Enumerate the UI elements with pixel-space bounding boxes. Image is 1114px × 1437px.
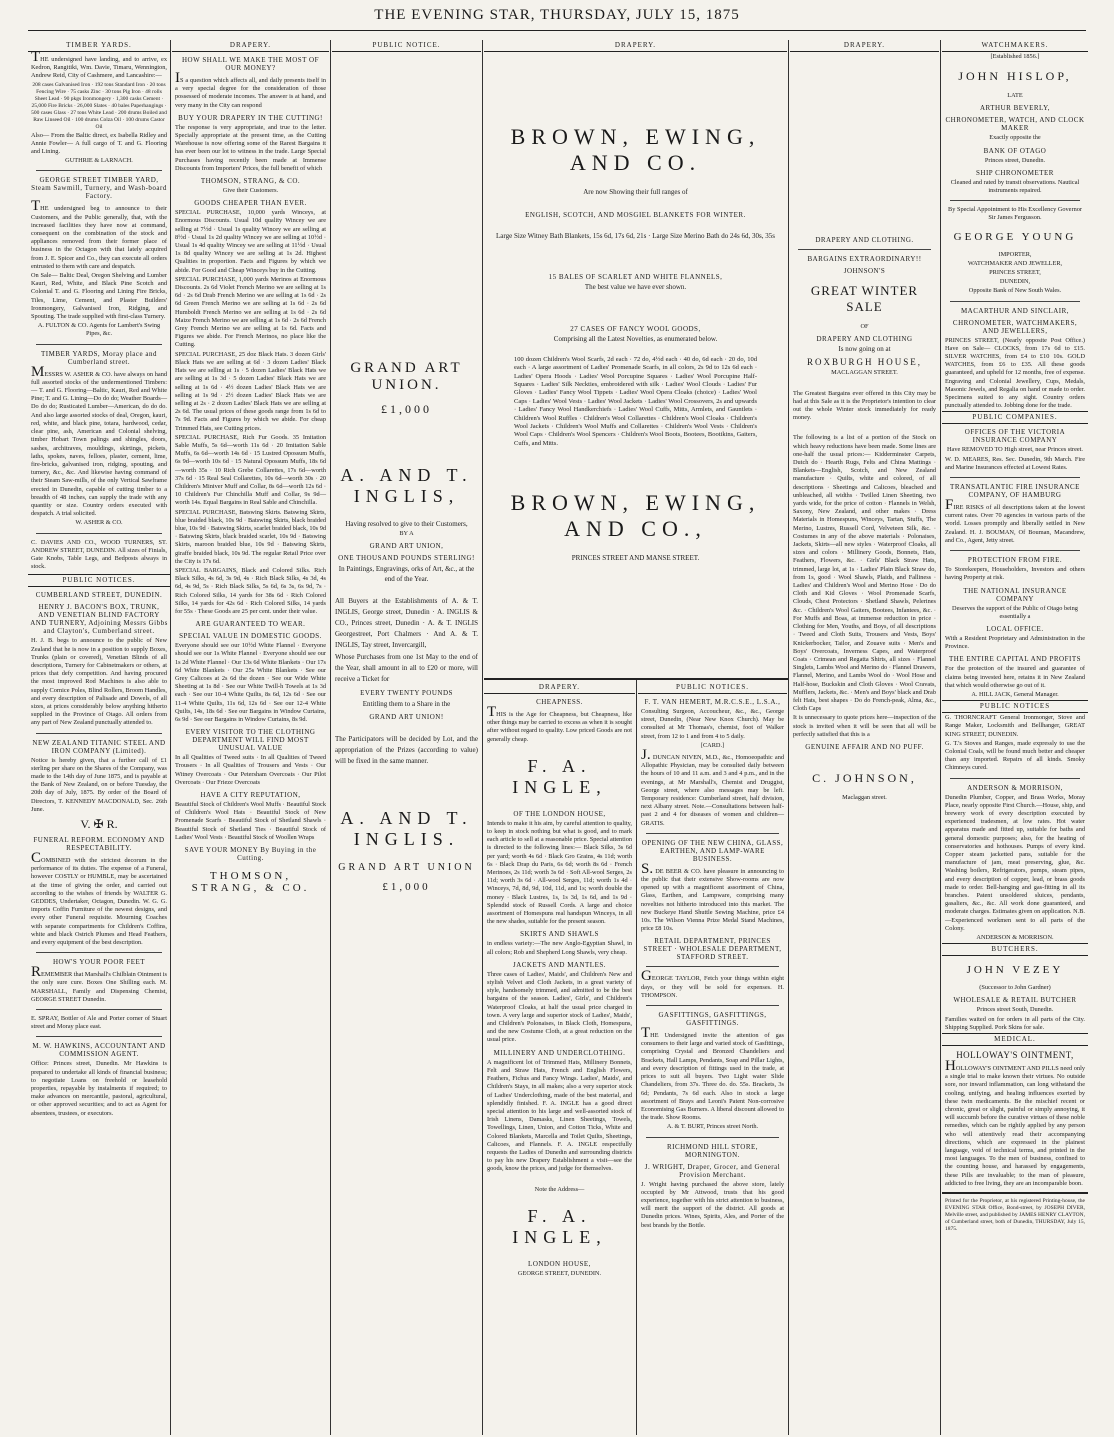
firm-name: BROWN, EWING, AND CO. [510, 124, 761, 175]
article-text: Consulting Surgeon, Accoucheur, &c., &c., George street, Dunedin, (Near New Knox Church). May be consulted at Mr Thomas's, chemist, foot of Walker street, from 12 to 1 and from 4 to 5 daily. [641, 708, 784, 740]
article-heading: BUY YOUR DRAPERY IN THE CUTTING! [178, 113, 323, 122]
article-text: In Paintings, Engravings, orks of Art, &c., at the end of the Year. [338, 565, 475, 584]
article-text: SPECIAL BARGAINS, Black and Colored Silks. Rich Black Silks, 4s 6d, 3s 9d, 4s · Rich Black Silks, 4s 3d, 4s 6d, 4s 9d, 5s · Rich Black Silks, 5s 6d, 6s 3s, 6s 9d, 7s · Rich Colored Silks, 14 yards for 38s 6d · Rich Colored Silks, 14 yards for 42s 6d · Rich Colored Silks, 14 yards for 55s · These Goods are 25 per cent. under their value. [175, 566, 326, 615]
article-text: H. J. B. begs to announce to the public of New Zealand that he is now in a position to supply Boxes, Trunks (plain or covered), Venetian Blinds of all descriptions, Turnery for Cabinetmakers or others, at prices that defy competition. And having procured the most improved Rod Machines is also able to supply Cornice Poles, Blind Rollers, Broom Handles, and every description of Palisade and Dowels, of all sizes, at prices considerably below anything hitherto supplied in the Province of Otago. All orders from any part of New Zealand punctually attended to. [31, 637, 167, 727]
article-heading: F. T. VAN HEMERT, M.R.C.S.E., L.S.A., [644, 698, 781, 706]
article-text: [CARD.] [700, 741, 725, 749]
article-text: COMBINED with the strictest decorum in the performance of its duties. The expense of a Funeral, however COSTLY or HUMBLE, may be ascertained at the time of giving the order, and carried out according to the wishes of friends by WALTER G. GEDDES, Undertaker, Octagon, Dunedin. W. G. G. imports Coffin Furniture of the newest designs, and every other Funeral requisite. Mourning Coaches with separate compartments for Children's Coffins, white and black Ostrich Plumes and Head Feathers, and every equipment of the best description. [31, 850, 167, 947]
article-text: PRINCES STREET, [989, 269, 1041, 277]
masthead [0, 0, 1114, 40]
article-text: Comprising all the Latest Novelties, as enumerated below. [553, 334, 718, 343]
section-head: PUBLIC NOTICES. [28, 574, 170, 587]
article-text: SPECIAL PURCHASE, 10,000 yards Winceys, at Enormous Discounts. Usual 10d quality Wincey we are selling at 7½d · Usual 1s quality Wincey we are selling at 8½d · Usual 1s 2d quality Wincey we are selling at 10½d · Usual 1s 4d quality Wincey we are selling at 11½d · Usual 1s 8d quality Wincey we are selling at 1s 2d. Highest Qualities in proportion. Facts and Figures by which we abide. For Good and Cheap Winceys buy in the Cutting. [175, 209, 326, 274]
article-heading: EVERY VISITOR TO THE CLOTHING DEPARTMENT WILL FIND MOST UNUSUAL VALUE [185, 728, 316, 753]
article-text: Exactly opposite the [989, 134, 1041, 142]
section-head: PUBLIC NOTICES. [638, 682, 787, 694]
article-text: GEORGE TAYLOR, Fetch your things within eight days, or they will be sold for expenses. H. THOMPSON. [641, 968, 784, 999]
article-text: The Greatest Bargains ever offered in this City may be had at this Sale as it is the Proprietor's intention to clear out the whole Winter stock immediately for ready money. [793, 389, 936, 422]
address: Princes street South, Dunedin. [976, 1006, 1054, 1014]
article-text: S. DE BEER & CO. have pleasure in announcing to the public that their extensive Show-rooms are now opened up with a magnificent assortment of China, Glass, Earthen, and Lampware, comprising many novelties not hitherto introduced into this market. The new Buckeye Hand Shuttle Sewing Machine, price £4 10s. The Wilson Vienna Prize Medal Stand Machines, price £8 10s. [641, 860, 784, 933]
article-text: PRINCES STREET, (Nearly opposite Post Office.) Have on Sale— CLOCKS, from 17s 6d to £15. SILVER WATCHES, from £4 to £10 10s. GOLD WATCHES, from £6 to £35. All these goods guaranteed, and upheld for 12 months, free of expense. Engraving and Colonial Jewellery, Cups, Medals, Masonic Jewels, and Regalia on hand or made to order. Specimens suited to any sight. Country orders punctually attended to. Jobbing done for the trade. [945, 336, 1085, 410]
address: Princes street, Dunedin. [984, 156, 1046, 164]
article-text: J. DUNCAN NIVEN, M.D., &c., Homoeopathic and Allopathic Physician, may be consulted daily between the hours of 10 and 11 a.m. and 3 and 4 p.m., and in the evenings, at Mr Marshall's, Chemist and Druggist, George street, where also messages may be left. Temporary residence: Cumberland street, half division, next Albany street. Note.—Consultations between half-past 2 and 4 for diseases of women and children—GRATIS. [641, 747, 784, 827]
article-text: Deserves the support of the Public of Otago being essentially a [952, 604, 1078, 620]
article-heading: HOW'S YOUR POOR FEET [52, 958, 146, 967]
article-text: DUNEDIN, [999, 278, 1031, 286]
article-heading: HENRY J. BACON'S BOX, TRUNK, AND VENETIAN BLIND FACTORY AND TURNERY, Adjoining Messrs Gibbs and Clayton's, Cumberland street. [30, 603, 168, 636]
firm-name: A. AND T. INGLIS, [340, 465, 473, 506]
section-head: DRAPERY. [484, 40, 787, 52]
article-heading: ANDERSON & MORRISON, [967, 783, 1063, 792]
article-text: Whose Purchases from one 1st May to the end of the Year, shall amount in all to £20 or more, will receive a Ticket for [335, 653, 478, 684]
article-heading: FUNERAL REFORM. ECONOMY AND RESPECTABILITY. [33, 836, 165, 852]
signature: A. FULTON & CO. Agents for Lambert's Swing Pipes, &c. [37, 322, 161, 338]
article-text: Entitling them to a Share in the [362, 700, 451, 709]
column-watchmakers [942, 40, 1088, 1430]
article-text: To Storekeepers, Householders, Investors and others having Property at risk. [945, 566, 1085, 582]
article-heading: GEORGE STREET TIMBER YARD, Steam Sawmill, Turnery, and Wash-board Factory. [31, 176, 167, 201]
article-heading: BANK OF OTAGO [983, 146, 1047, 155]
article-text: IS a question which affects all, and daily presents itself in a very special degree for the consideration of those possessed of moderate incomes. The answer is at hand, and very many in the City can respond [175, 70, 326, 109]
article-text: C. DAVIES AND CO., WOOD TURNERS, ST. ANDREW STREET, DUNEDIN. All sizes of Finials, Gate Knobs, Table Legs, and Bedposts always in stock. [31, 538, 167, 571]
section-head: DRAPERY. [484, 682, 635, 694]
article-heading: SHIP CHRONOMETER [976, 168, 1054, 177]
article-text: Having resolved to give to their Customers, [345, 520, 468, 528]
column-brown-ewing [484, 40, 787, 716]
article-text: W. D. MEARES, Res. Sec. Dunedin, 9th March. Fire and Marine Insurances effected at Lowest Rates. [945, 455, 1085, 471]
article-text: SPECIAL PURCHASE, 1,000 yards Merinos at Enormous Discounts. 2s 6d Violet French Merino we are selling at 1s 6d · 2s 6d Drab French Merino we are selling at 1s 6d · 2s 6d Green French Merino we are selling at 1s 6d · 2s 6d Humboldt French Merino we are selling at 1s 6d · 2s 6d Maize French Merino we are selling at 1s 6d · 2s 6d French Grey French Merino we are selling at 1s 6d. Facts and Figures we abide. For French Merinos, no place like the Cutting. [175, 275, 326, 349]
column-divider [330, 40, 331, 1435]
article-text: Note the Address— [534, 1185, 585, 1193]
article-heading: PROTECTION FROM FIRE. [967, 556, 1063, 565]
article-text: Also— From the Baltic direct, ex Isabella Ridley and Annie Fowler— A full cargo of T. and G. Flooring and Lining. [31, 131, 167, 156]
imprint: Printed for the Proprietor, at his registered Printing-house, the EVENING STAR Office, Bond-street, by JOSEPH DIVER, Melville street, and published by JAMES HENRY CLAYTON, of Cumberland street, both of Dunedin, THURSDAY, July 15, 1875. [945, 1198, 1085, 1233]
article-text: By Special Appointment to His Excellency Governor Sir James Fergusson. [948, 206, 1082, 222]
article-heading: HOW SHALL WE MAKE THE MOST OF OUR MONEY? [181, 56, 319, 72]
article-text: HOLLOWAY'S OINTMENT AND PILLS need only a single trial to make known their virtues. No outside sore, nor inward inflammation, can long withstand the cooling, unifying, and healing influences exerted by these twin medicaments. Be the mischief recent or chronic, great or slight, painful or simply annoying, it will succumb before the curative virtues of these noble remedies, which can be rightly applied by any person who will attentively read their accompanying directions, which are expressed in the plainest language, void of technical terms, and printed in the most languages. To the men of business, confined to the counting house, and harassed by engagements, these Pills are invaluable; to the man of pleasure, addicted to free living, they are an incomparable boon. [945, 1058, 1085, 1187]
article-heading: JOHNSON'S [843, 267, 886, 275]
firm-name: THOMSON, STRANG, & CO. [200, 177, 301, 186]
section-head: BUTCHERS. [942, 943, 1088, 956]
article-heading: DRAPERY AND CLOTHING [816, 335, 913, 344]
article-text: IMPORTER, [998, 250, 1032, 258]
article-heading: SAVE YOUR MONEY By Buying in the Cutting. [184, 846, 317, 863]
article-text: The response is very appropriate, and true to the letter. Specially appropriate at the present time, as the Cutting Warehouse is now offering some of the Rarest Bargains it has ever been our lot to witness in the trade. Large Special Purchases having recently been made at Immense Discounts from Importers' Prices, the full benefit of which [175, 123, 326, 172]
section-head: MEDICAL. [942, 1033, 1088, 1046]
article-heading: THE ENTIRE CAPITAL AND PROFITS [948, 655, 1081, 664]
article-heading: HAVE A CITY REPUTATION, [200, 791, 301, 800]
article-heading: RICHMOND HILL STORE, MORNINGTON. [666, 1142, 759, 1159]
signature: A. HILL JACK, General Manager. [971, 690, 1059, 698]
article-heading: LONDON HOUSE, [528, 1259, 591, 1268]
section-head: TIMBER YARDS. [28, 40, 170, 52]
article-text: THE Undersigned invite the attention of gas consumers to their large and varied stock of Gasfittings, comprising Crystal and Bronzed Chandeliers and Brackets, Hall Lamps, Pendants, Soap and Pillar Lights, and every description of fittings used in the trade, at prices to suit all buyers. Two Light water Slide Chandeliers, from 37s. Three do. do. 55s. Brackets, 3s 6d; Pendants, 7s 6d each. Also in stock a large assortment of Brays and Leoni's Patent Non-corrosive Economising Gas Burners. A liberal discount allowed to the trade. Show Rooms. [641, 1025, 784, 1122]
article-list: 100 dozen Children's Wool Scarfs, 2d each · 72 do, 4½d each · 40 do, 6d each · 20 do, 10d each · A large assortment of Ladies' Promenade Scarfs, in all colors, 2s 9d to 12s 6d each · Ladies' Opera Hoods · Ladies' Wool Porcupine Squares · Ladies' Wool Porcupine Half-Squares · Ladies' Silk Neckties, embroidered with silk · Ladies' Wool Clouds · Ladies' Fur Gloves · Ladies' Fancy Wool Tippets · Ladies' Wool Opera Cloaks (choice) · Ladies' Wool Caps · Ladies' Wool Vests · Ladies' Wool Jackets · Ladies' Wool Crossovers, 2s and upwards · Ladies' Fancy Wool Handkerchiefs · Ladies' Wool Cuffs, Mitts, Armlets, and Gauntlets · Children's Wool Ruffles · Children's Wool Collarettes · Children's Wool Cloaks · Children's Wool Jackets · Children's Wool Muffs and Collarettes · Children's Wool Vests · Children's Wool Caps · Children's Wool Spencers · Children's Wool Boots, Bootees, Bootikins, Gaiters, Cuffs, and Mitts. [514, 355, 757, 447]
article-text: G. THORNCRAFT General Ironmonger, Stove and Range Maker, Locksmith and Bellhanger, GREAT KING STREET, DUNEDIN. [945, 714, 1085, 738]
headline: GREAT WINTER SALE [810, 283, 919, 314]
article-text: FIRE RISKS of all descriptions taken at the lowest current rates. Over 70 agencies in various parts of the world. Losses promptly and liberally settled in New Zealand. H. J. BOUMAN, Of Bouman, Macandrew, and Co., Agent, Jetty street. [945, 497, 1085, 544]
article-text: REMEMBER that Marshall's Chilblain Ointment is the only sure cure. Boxes One Shilling each. M. MARSHALL, Family and Dispensing Chemist, GEORGE STREET Dunedin. [31, 964, 167, 1003]
firm-name: JOHN HISLOP, [958, 69, 1072, 84]
article-text: It is unnecessary to quote prices here—inspection of the stock is invited when it will be seen that all will be perfectly satisfied that this is a [793, 714, 936, 738]
article-heading: M. W. HAWKINS, ACCOUNTANT AND COMMISSION AGENT. [32, 1042, 166, 1059]
column-drapery-cutting [172, 40, 329, 1430]
article-heading: MACARTHUR AND SINCLAIR, [960, 306, 1070, 315]
article-text: THIS is the Age for Cheapness, but Cheapness, like other things may be carried to excess as when it is sought after without regard to quality. Low priced Goods are not generally cheap. [487, 704, 632, 743]
article-heading: NEW ZEALAND TITANIC STEEL AND IRON COMPANY (Limited). [32, 738, 166, 755]
firm-name: C. JOHNSON, [812, 770, 917, 785]
firm-name: THOMSON, STRANG, & CO. [191, 870, 310, 895]
address: Opposite Bank of New South Wales. [968, 287, 1062, 295]
article-heading: TRANSATLANTIC FIRE INSURANCE COMPANY, OF HAMBURG [950, 483, 1080, 500]
article-text: For the protection of the insured and guarantee of claims being invested here, retains it in New Zealand that which would otherwise go out of it. [945, 665, 1085, 689]
headline: GRAND ART UNION. [350, 360, 463, 393]
article-heading: J. WRIGHT, Draper, Grocer, and General Provision Merchant. [644, 1162, 781, 1179]
article-heading: ENGLISH, SCOTCH, AND MOSGIEL BLANKETS FOR WINTER. [525, 211, 746, 220]
royal-crest-icon: V. ✠ R. [80, 817, 118, 831]
column-divider [482, 40, 483, 1435]
article-text: (Successor to John Gardner) [979, 984, 1051, 992]
article-text: Families waited on for orders in all parts of the City. Shipping Supplied. Pork Skins for sale. [945, 1015, 1085, 1031]
article-text: THE undersigned have landing, and to arrive, ex Kedron, Rangitiki, Wm. Davie, Timaru, Wennington, Andrew Reid, City of Cashmere, and Lancashire:— [31, 49, 167, 80]
article-text: Dunedin Plumber, Copper, and Brass Works, Moray Place, nearly opposite First Church.—House, ship, and brewery work of every description executed by experienced tradesmen, at low rates. Hot water apparatus made and fitted up, suitable for baths and general domestic purposes; also, for the heating of conservatories and hothouses. Pumps of every kind. Copper steam jacketted pans, suitable for the manufacture of jam, meat preserving, glue, &c. Washing boilers, Refrigerators, pumps, steam pipes, and every description of copper, lead, or brass goods made to order. Bell-hanging and gas-fitting in all its branches. Patent unsoldered sluices, pendants, gasaliers, &c., &c. All work done guaranteed, and moderate charges. Estimates given on application. N.B.—Experienced workmen sent to all parts of the Colony. [945, 793, 1085, 932]
article-heading: BARGAINS EXTRAORDINARY!! [807, 255, 922, 263]
article-text: E. SPRAY, Bottler of Ale and Porter corner of Stuart street and Moray place east. [31, 1015, 167, 1031]
article-heading: CHRONOMETER, WATCH, AND CLOCK MAKER [945, 116, 1085, 133]
section-head: DRAPERY. [172, 40, 329, 52]
article-text: SPECIAL PURCHASE, Batswing Skirts. Batswing Skirts, blue braided black, 10s 9d · Batswing Skirts, black braided blue, 10s 9d · Batswing Skirts, scarlet braided black, 10s 9d · Batswing Skirts, black braided scarlet, 10s 9d · Batswing Skirts, maroon braided blue, 10s 9d · Batswing Skirts, giraffe braided black, 10s 9d. The regular Retail Price over the City is 17s 6d. [175, 508, 326, 565]
article-heading: CHRONOMETER, WATCHMAKERS, AND JEWELLERS, [952, 318, 1078, 335]
article-heading: OF THE LONDON HOUSE, [513, 809, 606, 818]
signature: A. & T. BURT, Princes street North. [666, 1123, 759, 1131]
signature: GUTHRIE & LARNACH. [65, 157, 133, 165]
headline: GRAND ART UNION [338, 862, 475, 874]
article-heading: GOODS CHEAPER THAN EVER. [194, 199, 307, 208]
article-heading: GRAND ART UNION, [369, 542, 444, 551]
article-heading: EVERY TWENTY POUNDS [360, 689, 453, 698]
article-heading: OFFICES OF THE VICTORIA INSURANCE COMPANY [964, 428, 1066, 445]
article-heading: ROXBURGH HOUSE, [806, 357, 922, 368]
article-text: MESSRS W. ASHER & CO. have always on hand full assorted stocks of the undermentioned Timbers:— T. and G. Flooring—Baltic, Kauri, Red and White Pine; T. and G. Lining—Do do do; Weather Boards—Do do do; Rusticated Lumber—American, do do do. And also large assorted stocks of deal, Oregon, kauri, red, white, and black pine, totara, hardwood, cedar, clear pine, ash, American and Colonial shelving, timber Hobart Town palings and shingles, doors, sashes, architraves, mouldings, skirtings, pickets, laths, spokes, naves, felloes, plaster, cement, lime, fire-bricks, galvanised iron, ridging, spouting, and turnery, &c., &c. And likewise having command of their Steam Saw-mills, of the only Vertical Sawframe erected in Dunedin, capable of cutting timber to a breadth of 48 inches, can supply the trade with any quantity or size. Country orders executed with despatch. A trial solicited. [31, 363, 167, 518]
address: Maclaggan street. [842, 793, 887, 801]
article-text: Notice is hereby given, that a further call of £1 sterling per share on the Shares of the Company, was made to the 14th day of June 1875, and is payable at the Bank of New Zealand, on or before Tuesday, the 20th day of July, 1875. By order of the Board of Directors, T. KENNEDY MACDONALD, Sec. 26th June. [31, 756, 167, 813]
article-text: WATCHMAKER AND JEWELLER, [967, 259, 1063, 267]
firm-name: F. A. INGLE, [512, 1205, 607, 1247]
article-text: OF [860, 323, 869, 330]
section-head: PUBLIC COMPANIES. [942, 411, 1088, 424]
masthead-rule [28, 30, 1086, 31]
signature: W. ASHER & CO. [75, 519, 123, 527]
article-text: On Sale— Baltic Deal, Oregon Shelving and Lumber Kauri, Red, White, and Black Pine Scotch and Colonial T. and G. Flooring and Lining Fire Bricks, Tiles, Lime, Cement, and Plaster Builders' Ironmongery, Galvanised Iron, Ridging, and Spouting. The trade supplied with first-class Turnery. [31, 272, 167, 321]
firm-name: GEORGE YOUNG [953, 230, 1077, 243]
article-heading: GASFITTINGS, GASFITTINGS, GASFITTINGS. [658, 1011, 767, 1028]
article-heading: GRAND ART UNION! [369, 713, 444, 722]
article-text: SPECIAL PURCHASE, 25 doz Black Hats. 3 dozen Girls' Black Hats we are selling at 6d · 3 dozen Ladies' Black Hats we are selling at 1s · 5 dozen Ladies' Black Hats we are selling at 1s 3d · 5 dozen Ladies' Black Hats we are selling at 1s 6d · 4½ dozen Ladies' Black Hats we are selling at 1s 9d · 2½ dozen Ladies' Black Hats we are selling at 2s · 2 dozen Ladies' Black Hats we are selling at 2s 6d. The usual prices of these goods range from 1s 6d to 7s 9d. Facts and Figures by which we abide. For cheap Trimmed Hats, see Cutting prices. [175, 350, 326, 432]
article-heading: GENUINE AFFAIR AND NO PUFF. [805, 742, 924, 751]
article-text: LATE [1007, 92, 1023, 100]
article-text: J. Wright having purchased the above store, lately occupied by Mr Attwood, trusts that his good experience, together with his strict attention to business, will merit the support of the district. All goods at Dunedin prices. Wines, Spirits, Ales, and Porter of the best brands by the Bottle. [641, 1180, 784, 1229]
article-text: Beautiful Stock of Children's Wool Muffs · Beautiful Stock of Children's Wool Hats · Beautiful Stock of New Promenade Scarfs · Beautiful Stock of Shetland Shawls · Beautiful Stock of Shetland Ties · Beautiful Stock of Ladies' Wool Vests · Beautiful Stock of Woollen Wraps [175, 801, 326, 841]
article-text: BY A [399, 530, 414, 537]
article-heading: CUMBERLAND STREET, DUNEDIN. [35, 591, 163, 600]
column-divider [170, 40, 171, 1435]
article-heading: RETAIL DEPARTMENT, PRINCES STREET · WHOLESALE DEPARTMENT, STAFFORD STREET. [643, 937, 782, 962]
article-text: The best value we have ever shown. [584, 283, 687, 292]
signature: ANDERSON & MORRISON. [976, 934, 1054, 941]
article-text: In all Qualities of Tweed suits · In all Qualities of Tweed Trousers · In all Qualities of Trousers and Vests · Our Witney Overcoats · Our Petersham Overcoats · Our Pilot Overcoats · Our Frieze Overcoats [175, 754, 326, 786]
article-text: A magnificent lot of Trimmed Hats, Millinery Bonnets, Felt and Straw Hats, French and English Flowers, Feathers, Fichus and Fancy Wings. Ladies', Maids', and Children's Stays, in all makes; also a very superior stock of Ladies' Underclothing, made of the best material, and splendidly finished. F. A. INGLE has a good direct special attention to his large and well-assorted stock of Irish Linens, Damasks, Linen Sheetings, Towels, Towellings, Linen, Union, and Cotton Ticks, White and Colored Blankets, Marcella and Toilet Quilts, Sheetings, Calicoes, and Flannels. F. A. INGLE respectfully requests the Ladies of Dunedin and surrounding districts to pay his new Drapery Establishment a visit—see the goods, know the prices, and judge for themselves. [487, 1058, 632, 1173]
column-art-union [332, 40, 481, 1430]
article-text: Cleaned and rated by transit observations. Nautical instruments repaired. [950, 178, 1080, 195]
article-heading: OPENING OF THE NEW CHINA, GLASS, EARTHEN, AND LAMP-WARE BUSINESS. [641, 838, 784, 863]
column-johnson [790, 40, 939, 1430]
column-public-notices [638, 682, 787, 1432]
article-heading: 27 CASES OF FANCY WOOL GOODS, [570, 324, 701, 333]
article-heading: ONE THOUSAND POUNDS STERLING! [338, 554, 475, 563]
article-heading: MILLINERY AND UNDERCLOTHING. [493, 1048, 626, 1057]
section-head: DRAPERY. [790, 40, 939, 52]
address: MACLAGGAN STREET. [831, 369, 898, 377]
article-heading: CHEAPNESS. [536, 698, 583, 706]
article-text: Give their Customers. [222, 187, 279, 195]
article-text: Are now Showing their full ranges of [583, 188, 688, 196]
column-divider [636, 680, 637, 1435]
article-heading: SKIRTS AND SHAWLS [520, 930, 599, 939]
article-text: G. T.'s Stoves and Ranges, made expressly to use the Colonial Coals, will be found much better and cheaper than any imported. Repairs of all kinds. Smoky Chimneys cured. [945, 739, 1085, 772]
firm-name: JOHN VEZEY [966, 964, 1064, 977]
column-london-house [484, 682, 635, 1432]
article-heading: WHOLESALE & RETAIL BUTCHER [953, 996, 1077, 1005]
article-heading: JACKETS AND MANTLES. [512, 960, 607, 969]
article-text: Is now going on at [838, 345, 891, 354]
article-heading: 15 BALES OF SCARLET AND WHITE FLANNELS, [548, 273, 723, 282]
firm-name: F. A. INGLE, [512, 755, 607, 797]
article-text: Office: Princes street, Dunedin. Mr Hawkins is prepared to undertake all kinds of financial business; to negotiate Loans on freehold or leasehold properties, repayable by instalments if required; to make advances on mercantile, pastoral, agricultural, or other approved securities; and to act as Agent for absentees, trustees, or executors. [31, 1060, 167, 1117]
article-text: [Established 1856.] [990, 53, 1040, 60]
article-text: All Buyers at the Establishments of A. & T. INGLIS, George street, Dunedin · A. INGLIS & CO., Princes street, Dunedin · A. & T. INGLIS Georgestreet, Port Chalmers · And A. & T. INGLIS, Tay street, Invercargill, [335, 597, 478, 650]
article-text: Everyone should see our 10½d White Flannel · Everyone should see our 1s White Flannel · Everyone should see our 1s 2d White Flannel · Our 13s 6d White Blankets · Our 17s 6d White Blankets · Our 25s White Blankets · See our Grey Calicoes at 2s 6d the dozen · See our Wide White Sheeting at 1s 8d · See our White Twill-h Towels at 1s 3d each · See our 10-4 White Quilts, 8s 6d, 12s 6d · See our 11-4 White Quilts, 11s 6d, 12s 6d · See our 12-4 White Quilts, 14s, 18s 6d · See our Bargains in Window Curtains, 6s 9d · See our Bargains in Window Curtains, 8s 9d. [175, 642, 326, 724]
article-heading: ARE GUARANTEED TO WEAR. [195, 620, 306, 629]
article-heading: SPECIAL VALUE IN DOMESTIC GOODS. [179, 632, 322, 641]
section-head: WATCHMAKERS. [942, 40, 1088, 52]
firm-name: BROWN, EWING, AND CO., [510, 490, 761, 542]
column-divider [940, 40, 941, 1435]
prize-amount: £1,000 [382, 881, 431, 894]
address: PRINCES STREET AND MANSE STREET. [571, 554, 700, 563]
article-heading: LOCAL OFFICE. [986, 624, 1044, 633]
article-text: SPECIAL PURCHASE, Rich Fur Goods. 35 Imitation Sable Muffs, 5s 6d—worth 11s 6d · 20 Imitation Sable Muffs, 6s 6d—worth 14s 6d · 15 Lustred Opossum Muffs, 6s 9d—worth 10s 6d · 15 Natural Opossum Muffs, 18s 6d—worth 35s · 10 Rich Grebe Collarettes, 17s 6d—worth 37s 6d · 15 Real Seal Collarettes, 10s 6d—worth 30s · 20 Children's Miniver Muff and Collar, 8s 6d—worth 12s 6d · 10 Children's Fur Chinchilla Muff and Collar, 9s 9d—worth 14s. Equal Bargains in Real Sable and Chinchilla. [175, 433, 326, 507]
article-text: The Participators will be decided by Lot, and the appropriation of the Prizes (according to value) will be fixed in the same manner. [335, 735, 478, 766]
article-text: With a Resident Proprietary and Administration in the Province. [945, 634, 1085, 651]
article-list: 208 cases Galvanised Iron · 192 tons Standard Iron · 20 tons Fencing Wire · 75 casks Zinc · 30 tons Pig Iron · 48 rolls Sheet Lead · 90 pkgs Ironmongery · 1,300 casks Cement · 25,000 Fire Bricks · 26,000 Slates · 40 bales Paperhangings · 500 cases Glass · 27 tons White Lead · 200 drums Boiled and Raw Linseed Oil · 100 drums Colza Oil · 100 drums Castor Oil [31, 81, 167, 130]
article-heading: ARTHUR BEVERLY, [979, 104, 1051, 113]
article-text: Intends to make it his aim, by careful attention to quality, to keep in stock nothing but what is good, and to mark each article to sell at a reasonable price. Special attention is directed to the following lines:— Black Silks, 3s 6d per yard; worth 4s 6d · Black Gro Grains, 4s 11d; worth 6s · Black Drap du Paris, 6s 6d; worth 8s 6d · French Merinoes, 2s 11d; worth 3s 6d · Soft All-wool Serges, 2s 11d; worth 3s 6d · All-wool Serges, 11d; worth 1s 4d · Winceys, 7d, 8d, 9d, 10d, 11d, and 1s; worth double the money · Black Lustres, 1s, 1s 3d, 1s 6d, and 1s 9d · Splendid stock of Russell Cords. A large and choice assortment of Homespuns real handspun Winceys, in all the new shades, suitable for the present season. [487, 819, 632, 926]
article-text: Have REMOVED TO High street, near Princes street. [947, 446, 1083, 454]
article-text: Three cases of Ladies', Maids', and Children's New and stylish Velvet and Cloth Jackets, in a great variety of style, handsomely trimmed, and admitted to be the best bargains of the season. Ladies', Girls', and Children's Waterproof Cloaks, at half the usual price charged in town. A very large and superior stock of Ladies', Maids', and Children's Polonaises, in Black Cloth, Homespuns, and the new Costume Cloth, at a great reduction on the usual price. [487, 970, 632, 1044]
section-head: PUBLIC NOTICE. [332, 40, 481, 52]
firm-name: A. AND T. INGLIS. [340, 808, 473, 850]
article-heading: THE NATIONAL INSURANCE COMPANY [963, 586, 1067, 603]
address: GEORGE STREET, DUNEDIN. [517, 1269, 602, 1277]
article-text: THE undersigned beg to announce to their Customers, and the Public generally, that, with the increased facilities they have now at command, consequent on the combination of the stock and appliances removed from their former place of business in the Octagon with that lately acquired from J. E. Spicer and Co., they can execute all orders entrusted to them with care and despatch. [31, 198, 167, 270]
prize-amount: £1,000 [381, 402, 432, 416]
section-head: PUBLIC NOTICES [942, 700, 1088, 713]
article-text: Large Size Witney Bath Blankets, 15s 6d, 17s 6d, 21s · Large Size Merino Bath do 24s 6d, 30s, 35s [496, 232, 775, 241]
column-divider [788, 40, 789, 1435]
article-heading: TIMBER YARDS, Moray place and Cumberland street. [41, 349, 157, 366]
column-timber-yards [28, 40, 170, 1430]
newspaper-title: THE EVENING STAR, THURSDAY, JULY 15, 1875 [374, 7, 740, 23]
article-list: The following is a list of a portion of the Stock on which heavy reductions have been made. Some lines are one-half the usual prices:— Kidderminster Carpets, Dutch do · Hearth Rugs, Felts and China Mattings · Blankets—English, Scotch, and New Zealand manufacture · Quilts, white and colored, of all descriptions · Sheetings and Calicoes, bleached and unbleached, all widths · Twilled Linen Sheeting, two yards wide, for the price of cotton · Flannels in Welsh, Saxony, New Zealand, and other makes · Dress Materials in Homespuns, Winceys, Tartan, Stuffs, The Merino, Lustres, Russell Cord, Velveteen Silk, &c. · Costumes in any of the above materials · Polonaises, Jackets, Skirts—all new styles · Waterproof Cloaks, all sizes and colors · Millinery Goods, Bonnets, Hats, Feathers, Flowers, &c. · Girls' Black Straw Hats, trimmed, large lot, at 1s · Ladies' Plain Black Straw do, from 1s, good · Wool Shawls, Plaids, and Falliness · Ladies' and Children's Wool and Merino Hose · Do do Cloth and Kid Gloves · Wool Promenade Scarfs, Clouds, Chest Protectors · Shetland Shawls, Pelerines &c. · Children's Wool Gaiters, Bootees, Infantees, &c. · For Muffs and Boas, at immense reduction in price · Clothing for Men, Youths, and Boys, of all descriptions · Tweed and Cloth Suits, Trousers and Vests, Boys' Knickerbocker, Tailor, and Zouave suits · Men's and Boys' Overcoats, Inverness Capes, and Waterproof Coats · Crimean and Regatta Shirts, all sizes · Flannel Singlets, Lambs Wool and Merino do · Flannel Drawers, Flannel, Merino, and Lambs Wool do · Wool Hose and Half-hose, Buckskin and Cloth Gloves · Wool Cravats, Mufflers, Jackets, &c. · Men's and Boys' black and Drab felt Hats, best shapes · Do do French-peak, Alma, &c., Cloth Caps [793, 434, 936, 713]
article-heading: HOLLOWAY'S OINTMENT, [956, 1050, 1074, 1061]
article-heading: DRAPERY AND CLOTHING. [815, 236, 914, 244]
article-text: in endless variety:—The new Anglo-Egyptian Shawl, in all colors; Rob and Shepherd Long Shawls, very cheap. [487, 940, 632, 956]
